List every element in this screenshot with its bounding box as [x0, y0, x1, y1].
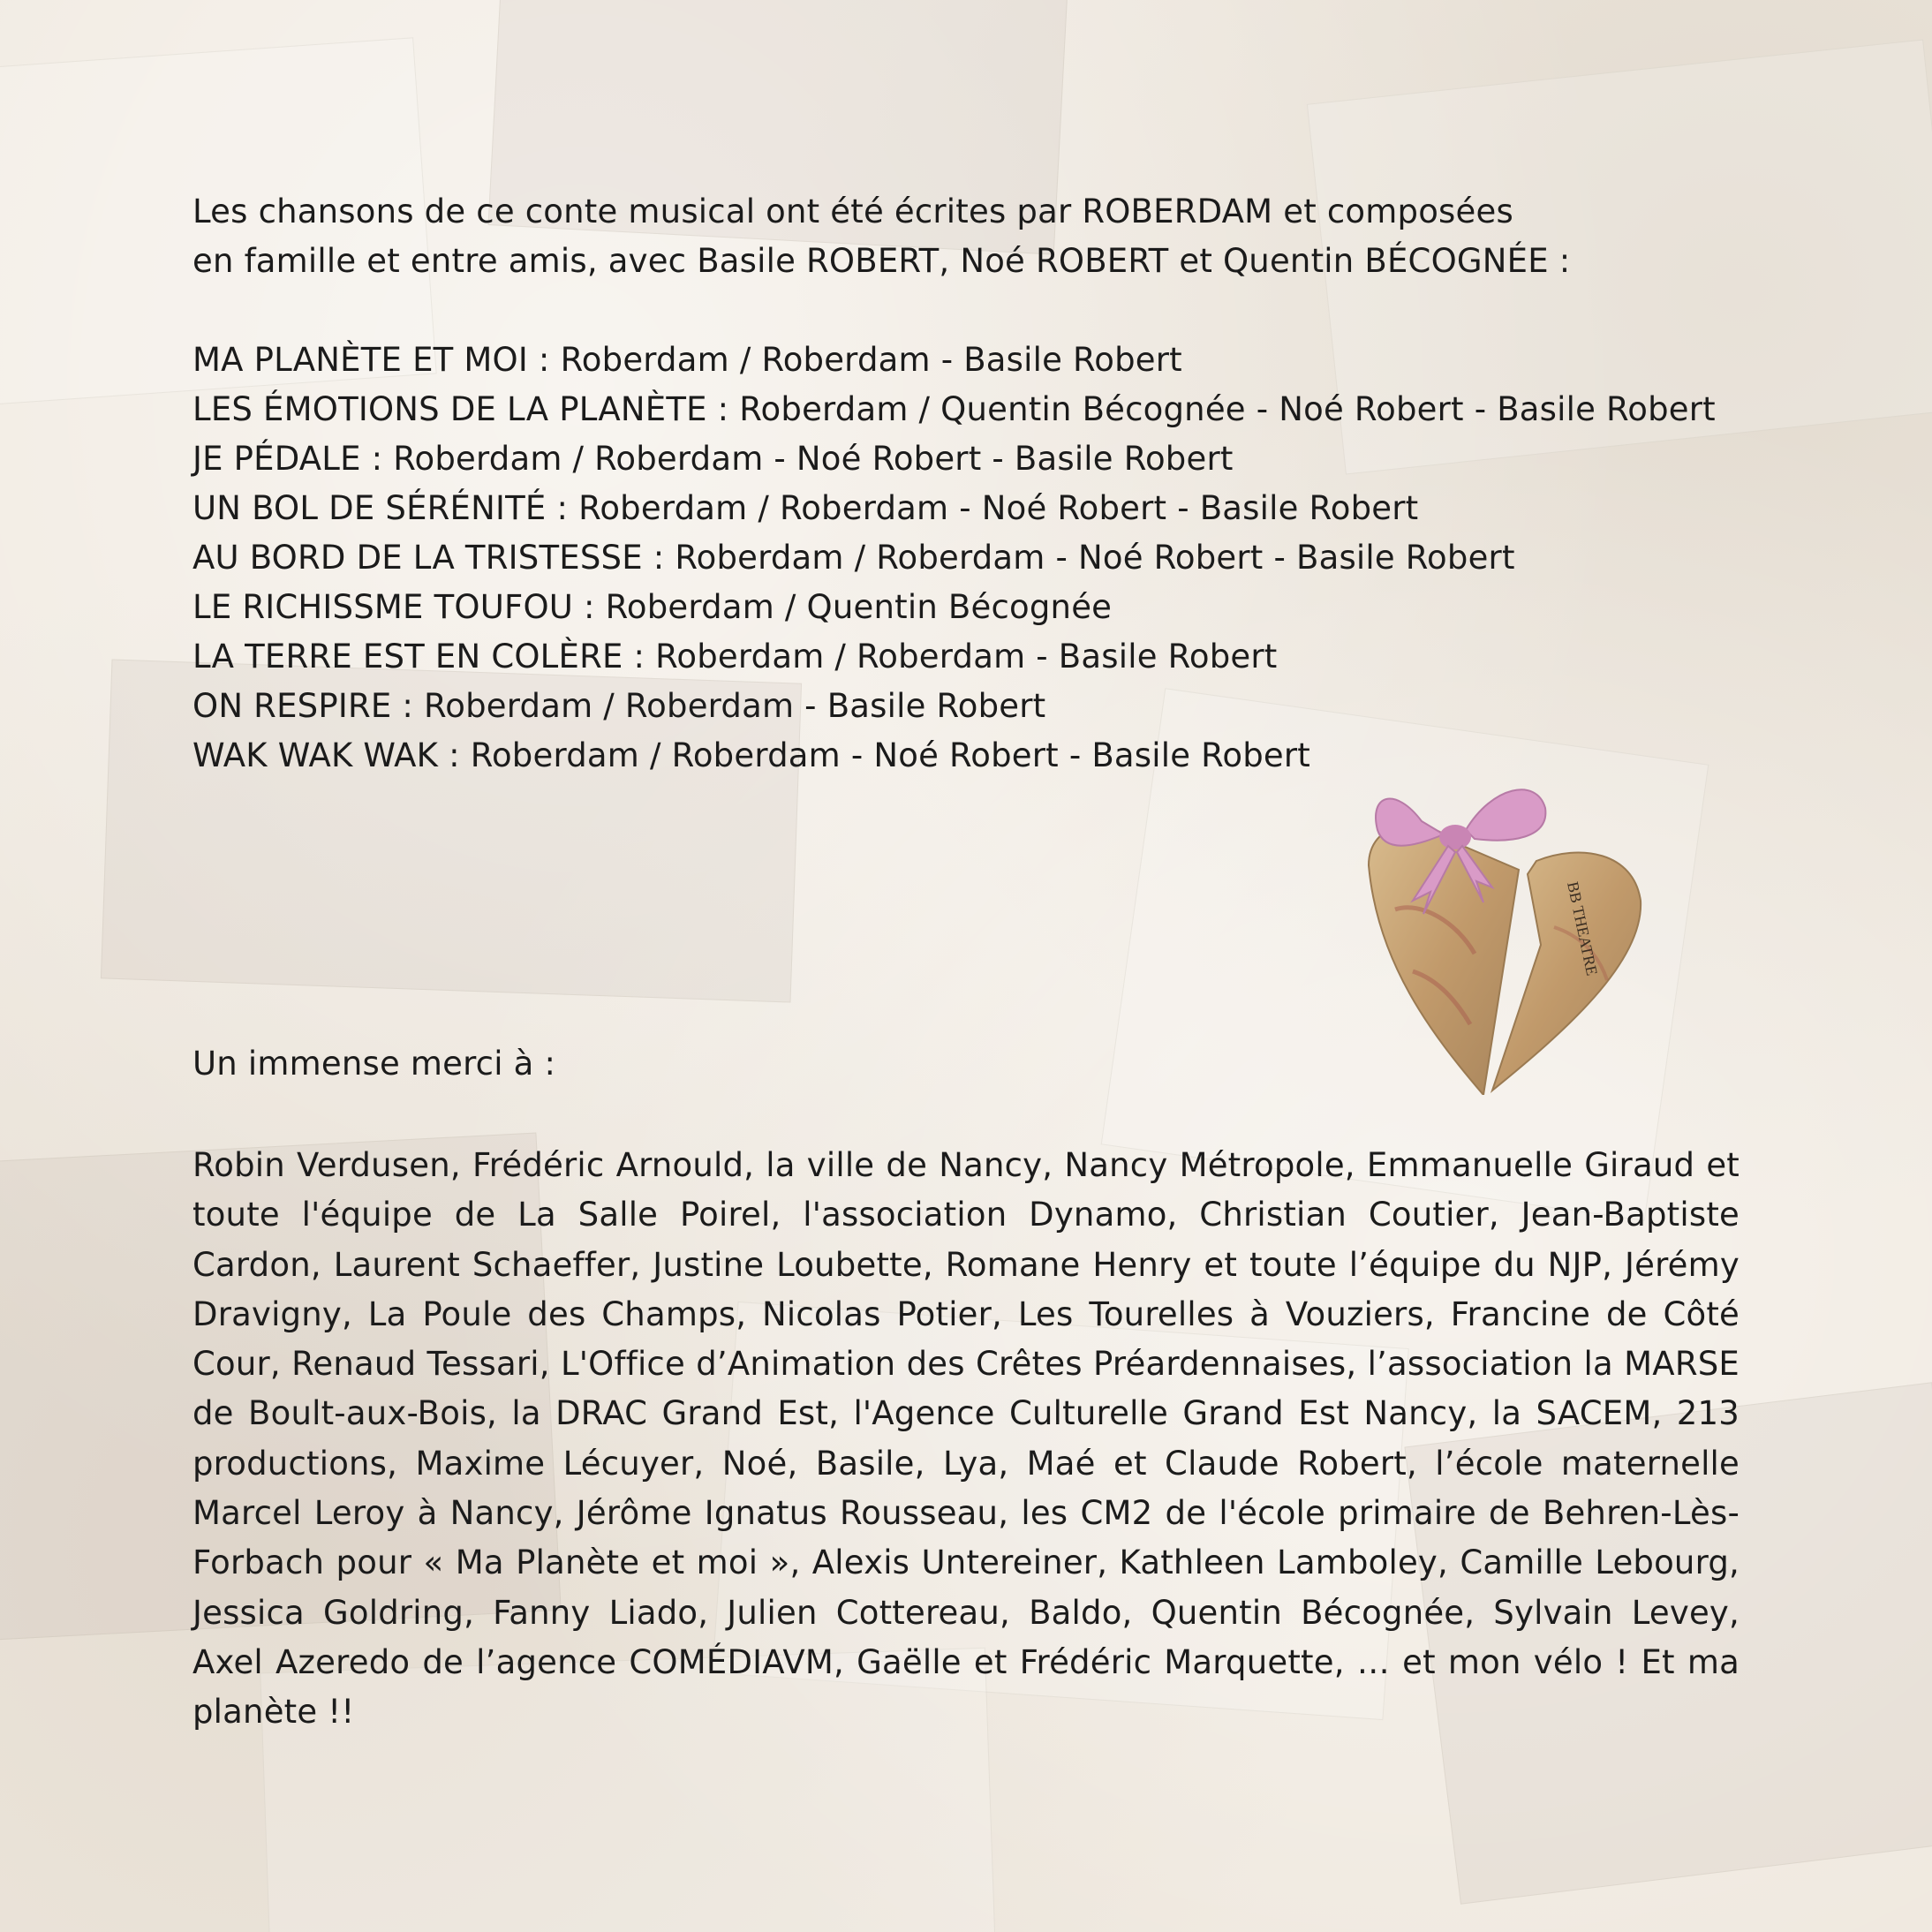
intro-line-2: en famille et entre amis, avec Basile ROBERT, Noé ROBERT et Quentin BÉCOGNÉE :	[192, 242, 1571, 280]
song-credit-line: UN BOL DE SÉRÉNITÉ : Roberdam / Roberdam - Noé Robert - Basile Robert	[192, 489, 1419, 527]
song-credit-line: WAK WAK WAK : Roberdam / Roberdam - Noé Robert - Basile Robert	[192, 736, 1311, 774]
song-credit-line: MA PLANÈTE ET MOI : Roberdam / Roberdam - Basile Robert	[192, 341, 1182, 379]
song-credit-line: JE PÉDALE : Roberdam / Roberdam - Noé Robert - Basile Robert	[192, 440, 1234, 478]
song-credit-line: LA TERRE EST EN COLÈRE : Roberdam / Roberdam - Basile Robert	[192, 638, 1278, 675]
song-credit-line: LE RICHISSME TOUFOU : Roberdam / Quentin Bécognée	[192, 588, 1113, 626]
intro-line-1: Les chansons de ce conte musical ont été écrites par ROBERDAM et composées	[192, 192, 1513, 230]
thanks-heading: Un immense merci à :	[192, 1045, 556, 1083]
song-credits-list	[192, 336, 1740, 781]
heart-label: BB THEATRE	[1564, 879, 1602, 977]
song-credit-line: ON RESPIRE : Roberdam / Roberdam - Basile Robert	[192, 687, 1046, 725]
credits-intro	[192, 187, 1740, 286]
song-credit-line: LES ÉMOTIONS DE LA PLANÈTE : Roberdam / Quentin Bécognée - Noé Robert - Basile Robert	[192, 390, 1716, 428]
song-credit-line: AU BORD DE LA TRISTESSE : Roberdam / Roberdam - Noé Robert - Basile Robert	[192, 539, 1515, 577]
thanks-paragraph: Robin Verdusen, Frédéric Arnould, la ville de Nancy, Nancy Métropole, Emmanuelle Giraud et toute l'équipe de La Salle Poirel, l'association Dynamo, Christian Coutier, Jean-Baptiste Cardon, Laurent Schaeffer, Justine Loubette, Romane Henry et toute l’équipe du NJP, Jérémy Dravigny, La Poule des Champs, Nicolas Potier, Les Tourelles à Vouziers, Francine de Côté Cour, Renaud Tessari, L'Office d’Animation des Crêtes Préardennaises, l’association la MARSE de Boult-aux-Bois, la DRAC Grand Est, l'Agence Culturelle Grand Est Nancy, la SACEM, 213 productions, Maxime Lécuyer, Noé, Basile, Lya, Maé et Claude Robert, l’école maternelle Marcel Leroy à Nancy, Jérôme Ignatus Rousseau, les CM2 de l'école primaire de Behren-Lès-Forbach pour « Ma Planète et moi », Alexis Untereiner, Kathleen Lamboley, Camille Lebourg, Jessica Goldring, Fanny Liado, Julien Cottereau, Baldo, Quentin Bécognée, Sylvain Levey, Axel Azeredo de l’agence COMÉDIAVM, Gaëlle et Frédéric Marquette, … et mon vélo ! Et ma planète !!	[192, 1146, 1740, 1732]
